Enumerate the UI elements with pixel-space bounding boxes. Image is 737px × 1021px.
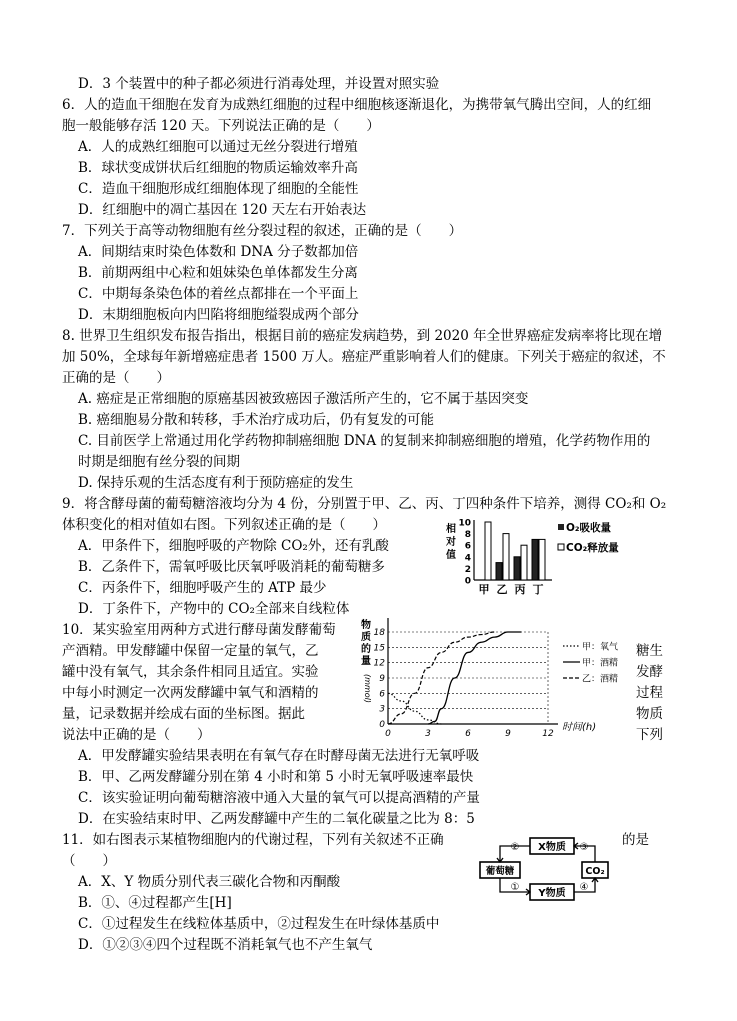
q7-option-c: C．中期每条染色体的着丝点都排在一个平面上 xyxy=(78,286,359,302)
x-tick-label: 3 xyxy=(425,729,431,739)
y-tick-label: 18 xyxy=(373,628,385,638)
legend xyxy=(563,641,618,685)
q6-stem-2: 胞一般能够存活 120 天。下列说法正确的是（ ） xyxy=(62,118,380,134)
y-axis-label xyxy=(445,522,456,561)
q9-option-a: A．甲条件下，细胞呼吸的产物除 CO₂外，还有乳酸 xyxy=(78,538,389,554)
q11-option-d: D．①②③④四个过程既不消耗氧气也不产生氧气 xyxy=(78,937,373,953)
y-tick-label: 8 xyxy=(464,530,471,541)
q7-stem: 7．下列关于高等动物细胞有丝分裂过程的叙述，正确的是（ ） xyxy=(62,223,463,239)
q8-stem-2: 加 50%，全球每年新增癌症患者 1500 万人。癌症严重影响着人们的健康。下列关于癌症的叙述，不 xyxy=(62,349,666,365)
y-tick-label: 0 xyxy=(379,720,385,730)
bar-co2 xyxy=(521,545,527,580)
legend-swatch-o2 xyxy=(558,524,564,530)
node-x-label: X物质 xyxy=(538,842,566,853)
q8-option-b: B. 癌细胞易分散和转移，手术治疗成功后，仍有复发的可能 xyxy=(78,412,435,428)
bar-o2 xyxy=(532,539,538,580)
x-tick-label: 12 xyxy=(542,729,554,739)
category-label: 丁 xyxy=(532,583,544,596)
q11-option-b: B．①、④过程都产生[H] xyxy=(78,895,232,911)
bar-o2 xyxy=(514,557,520,580)
y-ticks xyxy=(458,519,471,587)
step-4-label: ④ xyxy=(579,882,589,893)
q11-side: 的是 xyxy=(622,832,649,848)
q10-option-a: A．甲发酵罐实验结果表明在有氧气存在时酵母菌无法进行无氧呼吸 xyxy=(78,748,480,764)
q10-stem-3: 罐中没有氧气，其余条件相同且适宜。实验 xyxy=(62,664,319,680)
y-tick-label: 0 xyxy=(464,576,471,587)
q11-cycle-diagram xyxy=(478,834,618,904)
q8-option-c-2: 时期是细胞有丝分裂的间期 xyxy=(78,454,240,470)
step-2-label: ② xyxy=(510,842,520,853)
y-tick-label: 4 xyxy=(464,553,471,564)
q8-stem-1: 8. 世界卫生组织发布报告指出，根据目前的癌症发病趋势，到 2020 年全世界癌症发病率将比现在增 xyxy=(62,328,663,344)
y-label-char: 量 xyxy=(361,656,371,667)
y-label-char: 物 xyxy=(361,620,371,631)
y-axis-label xyxy=(361,618,372,703)
y-label-char-2: 对 xyxy=(446,537,456,548)
y-label-char-1: 相 xyxy=(446,524,456,535)
x-tick-label: 9 xyxy=(505,729,511,739)
q10-side-3: 过程 xyxy=(636,685,663,701)
q8-option-c-1: C. 目前医学上常通过用化学药物抑制癌细胞 DNA 的复制来抑制癌细胞的增殖，化学药物作用的 xyxy=(78,433,651,449)
categories xyxy=(479,582,544,596)
q7-option-a: A．间期结束时染色体数和 DNA 分子数都加倍 xyxy=(78,244,359,260)
legend-label-o2: O₂吸收量 xyxy=(566,522,612,534)
q11-stem-2: （ ） xyxy=(62,853,116,869)
q10-option-d: D．在实验结束时甲、乙两发酵罐中产生的二氧化碳量之比为 8：5 xyxy=(78,811,475,827)
q8-option-d: D. 保持乐观的生活态度有利于预防癌症的发生 xyxy=(78,475,354,491)
category-label: 甲 xyxy=(478,583,490,596)
y-label-unit: (mmol) xyxy=(363,674,372,703)
legend-label: 甲：氧气 xyxy=(582,642,619,653)
q10-line-chart xyxy=(358,616,628,740)
ticks xyxy=(374,628,554,739)
q7-option-d: D．末期细胞板向内凹陷将细胞缢裂成两个部分 xyxy=(78,307,359,323)
q10-stem-4: 中每小时测定一次两发酵罐中氧气和酒精的 xyxy=(62,685,319,701)
y-label-char-3: 值 xyxy=(446,550,456,561)
bars xyxy=(485,522,545,580)
q10-stem-1: 10．某实验室用两种方式进行酵母菌发酵葡萄 xyxy=(62,622,336,638)
legend-swatch-co2 xyxy=(558,544,564,550)
q10-side-5: 下列 xyxy=(636,727,663,743)
q6-option-a: A．人的成熟红细胞可以通过无丝分裂进行增殖 xyxy=(78,139,358,155)
category-label: 丙 xyxy=(514,583,526,596)
grid xyxy=(388,632,548,724)
q10-option-c: C．该实验证明向葡萄糖溶液中通入大量的氧气可以提高酒精的产量 xyxy=(78,790,480,806)
q10-side-2: 发酵 xyxy=(636,664,663,680)
q11-option-a: A．X、Y 物质分别代表三碳化合物和丙酮酸 xyxy=(78,874,341,890)
q9-option-d: D．丁条件下，产物中的 CO₂全部来自线粒体 xyxy=(78,601,350,617)
legend-label: 乙：酒精 xyxy=(582,674,619,685)
q8-option-a: A. 癌症是正常细胞的原癌基因被致癌因子激活所产生的，它不属于基因突变 xyxy=(78,391,529,407)
q9-option-b: B．乙条件下，需氧呼吸比厌氧呼吸消耗的葡萄糖多 xyxy=(78,559,385,575)
legend-label: 甲：酒精 xyxy=(582,658,619,669)
q9-option-c: C．丙条件下，细胞呼吸产生的 ATP 最少 xyxy=(78,580,327,596)
step-1-label: ① xyxy=(510,882,520,893)
q6-option-c: C．造血干细胞形成红细胞体现了细胞的全能性 xyxy=(78,181,359,197)
node-y-label: Y物质 xyxy=(538,888,566,899)
x-axis-label: 时间(h) xyxy=(562,722,597,733)
q9-stem-2: 体积变化的相对值如右图。下列叙述正确的是（ ） xyxy=(62,517,386,533)
category-label: 乙 xyxy=(496,583,508,596)
y-tick-label: 9 xyxy=(379,674,385,684)
q10-stem-6: 说法中正确的是（ ） xyxy=(62,727,211,743)
q6-option-b: B．球状变成饼状后红细胞的物质运输效率升高 xyxy=(78,160,358,176)
y-label-char: 质 xyxy=(361,632,371,643)
bar-o2 xyxy=(496,563,502,580)
bar-co2 xyxy=(485,522,491,580)
q9-bar-chart xyxy=(440,518,640,596)
q7-option-b: B．前期两组中心粒和姐妹染色单体都发生分离 xyxy=(78,265,358,281)
q6-stem-1: 6．人的造血干细胞在发育为成熟红细胞的过程中细胞核逐渐退化，为携带氧气腾出空间，人的红细 xyxy=(62,97,652,113)
bar-co2 xyxy=(503,534,509,580)
y-tick-label: 10 xyxy=(458,518,471,529)
y-tick-label: 6 xyxy=(379,689,385,700)
step-3-label: ③ xyxy=(579,842,589,853)
q10-side-4: 物质 xyxy=(636,706,663,722)
q9-stem-1: 9．将含酵母菌的葡萄糖溶液均分为 4 份，分别置于甲、乙、丙、丁四种条件下培养，测得 CO₂和 O₂ xyxy=(62,496,667,512)
q10-stem-2: 产酒精。甲发酵罐中保留一定量的氧气，乙 xyxy=(62,643,319,659)
y-tick-label: 3 xyxy=(379,704,385,715)
q8-stem-3: 正确的是（ ） xyxy=(62,370,170,386)
y-tick-label: 2 xyxy=(464,564,471,575)
node-co2-label: CO₂ xyxy=(585,866,605,877)
q6-option-d: D．红细胞中的凋亡基因在 120 天左右开始表达 xyxy=(78,202,367,218)
bar-co2 xyxy=(539,539,545,580)
y-tick-label: 15 xyxy=(373,643,385,654)
q11-stem-1: 11．如右图表示某植物细胞内的代谢过程，下列有关叙述不正确 xyxy=(62,832,444,848)
q10-option-b: B．甲、乙两发酵罐分别在第 4 小时和第 5 小时无氧呼吸速率最快 xyxy=(78,769,474,785)
q5-option-d: D．3 个装置中的种子都必须进行消毒处理，并设置对照实验 xyxy=(78,76,440,92)
y-label-char: 的 xyxy=(361,644,371,655)
x-tick-label: 6 xyxy=(465,729,471,739)
x-tick-label: 0 xyxy=(385,729,391,739)
q10-stem-5: 量，记录数据并绘成右面的坐标图。据此 xyxy=(62,706,305,722)
y-tick-label: 12 xyxy=(373,658,385,669)
q11-option-c: C．①过程发生在线粒体基质中，②过程发生在叶绿体基质中 xyxy=(78,916,440,932)
legend-label-co2: CO₂释放量 xyxy=(566,542,619,554)
y-tick-label: 6 xyxy=(464,541,471,552)
node-glucose-label: 葡萄糖 xyxy=(485,866,515,877)
q10-side-1: 糖生 xyxy=(636,643,663,659)
